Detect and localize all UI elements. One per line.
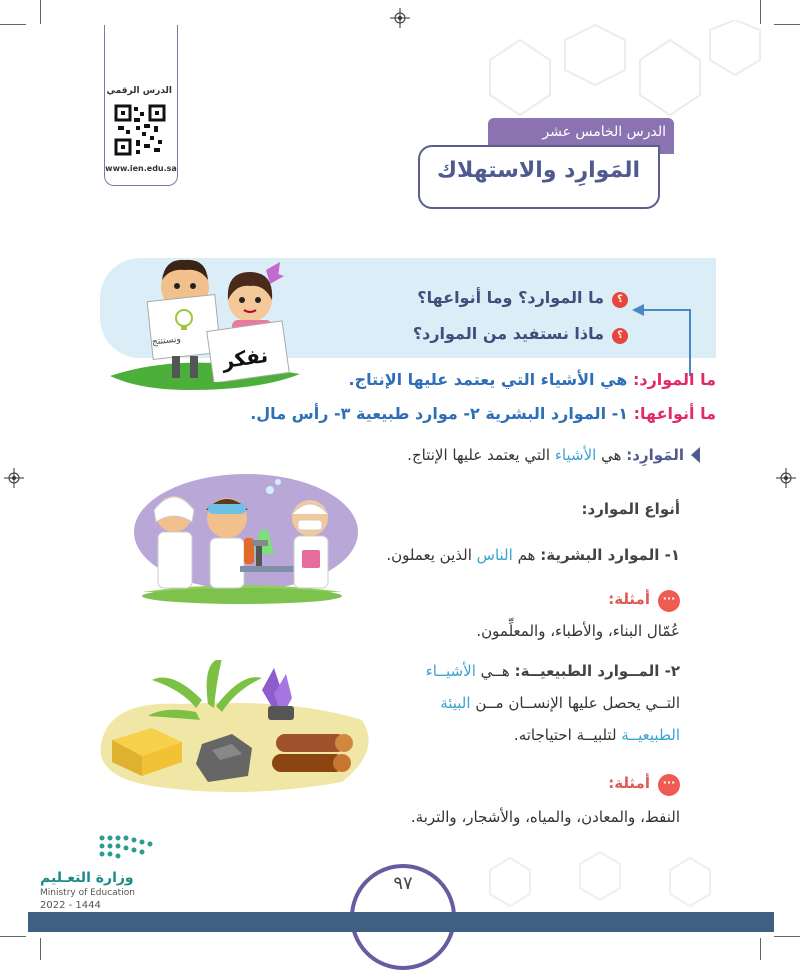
ministry-name-en: Ministry of Education: [40, 888, 135, 898]
examples-icon: ···: [658, 590, 680, 612]
human-highlight: الناس: [476, 546, 513, 564]
ministry-logo-icon: [96, 832, 158, 862]
digital-lesson-url[interactable]: www.ien.edu.sa: [105, 164, 177, 173]
definition-after: التي يعتمد عليها الإنتاج.: [407, 446, 555, 464]
natural-resources-line-1: [426, 662, 680, 680]
edition-year: 2022 - 1444: [40, 900, 101, 911]
answer-line-1: [349, 370, 716, 389]
registration-mark-icon: [390, 8, 410, 28]
answer-text-1: هي الأشياء التي يعتمد عليها الإنتاج.: [348, 370, 633, 389]
footer-bar: [28, 912, 774, 932]
question-2: ماذا نستفيد من الموارد؟: [412, 324, 604, 343]
question-badge: ؟: [612, 292, 628, 308]
examples-icon: ···: [658, 774, 680, 796]
qr-code-icon[interactable]: [114, 104, 166, 156]
registration-mark-icon: [776, 468, 796, 488]
natural-highlight-2: البيئة: [440, 694, 471, 712]
human-before: هم: [512, 546, 541, 564]
definition-text: [407, 446, 684, 464]
background-pattern: [470, 850, 770, 910]
answer-text-2: ١- الموارد البشرية ٢- موارد طبيعية ٣- رأس مال.: [250, 404, 634, 423]
definition-highlight: الأشياء: [554, 446, 597, 464]
natural-resources-label: ٢- المــوارد الطبيعيــة:: [514, 662, 680, 680]
sign-conclude-text: ونستنتج: [151, 334, 182, 348]
ministry-name-ar: وزارة التعـليم: [40, 870, 134, 886]
natural-highlight-3: الطبيعيــة: [621, 726, 680, 744]
natural-resources-line-2: [440, 694, 680, 712]
examples-label: أمثلة:: [608, 590, 650, 608]
definition-before: هي: [596, 446, 627, 464]
natural-highlight-1: الأشيــاء: [425, 662, 476, 680]
natural-resources-illustration: [92, 660, 382, 800]
answer-label-2: ما أنواعها:: [633, 404, 716, 423]
question-badge: ؟: [612, 328, 628, 344]
arrow-pointer-icon: [630, 300, 692, 378]
page-number: ٩٧: [393, 873, 413, 894]
answer-label-1: ما الموارد:: [632, 370, 716, 389]
human-examples: عُمّال البناء، والأطباء، والمعلِّمون.: [476, 622, 680, 640]
human-resources-label: ١- الموارد البشرية:: [540, 546, 680, 564]
crop-mark: [774, 24, 800, 25]
crop-mark: [40, 0, 41, 24]
lesson-number: الدرس الخامس عشر: [542, 124, 666, 140]
crop-mark: [0, 24, 26, 25]
crop-mark: [774, 936, 800, 937]
human-after: الذين يعملون.: [386, 546, 477, 564]
natural-before: هــي: [475, 662, 515, 680]
question-1: ما الموارد؟ وما أنواعها؟: [417, 288, 604, 307]
page-title: المَوارِد والاستهلاك: [436, 158, 640, 183]
registration-mark-icon: [4, 468, 24, 488]
human-resources-line: [386, 546, 680, 564]
crop-mark: [0, 936, 26, 937]
types-heading: أنواع الموارد:: [581, 500, 680, 518]
definition-arrow-icon: [688, 446, 702, 464]
answer-line-2: [250, 404, 716, 423]
sign-think-text: نفكر: [220, 342, 270, 374]
natural-line3-after: لتلبيــة احتياجاته.: [513, 726, 622, 744]
definition-term: المَوارِد:: [626, 446, 684, 464]
background-pattern: [470, 20, 770, 130]
crop-mark: [40, 938, 41, 960]
workers-illustration: [132, 470, 360, 606]
crop-mark: [760, 938, 761, 960]
natural-line2-before: التــي يحصل عليها الإنســان مــن: [470, 694, 680, 712]
natural-resources-line-3: [514, 726, 680, 744]
digital-lesson-label: الدرس الرقمي: [106, 86, 172, 96]
examples-label-2: أمثلة:: [608, 774, 650, 792]
natural-examples: النفط، والمعادن، والمياه، والأشجار، والتربة.: [410, 808, 680, 826]
